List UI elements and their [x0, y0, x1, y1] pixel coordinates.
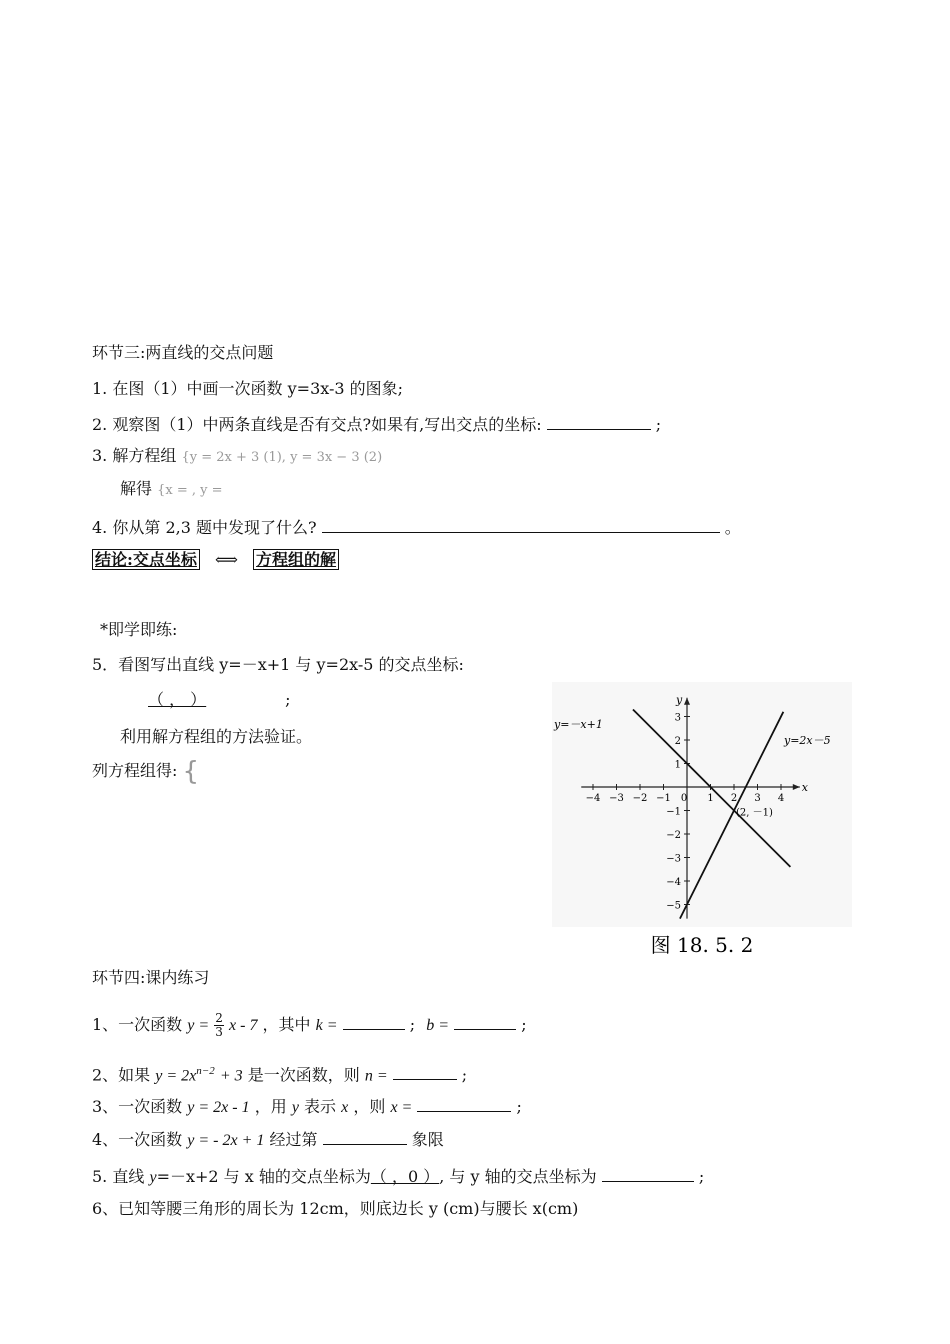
x-tick-label: −1	[656, 793, 671, 804]
brace-icon: {	[182, 756, 200, 787]
question-4-text: 4. 你从第 2,3 题中发现了什么?	[92, 518, 317, 537]
conclusion	[92, 550, 339, 570]
x-tick-label: −3	[609, 793, 624, 804]
answer-blank-x-intercept[interactable]: （ ，0 ）	[370, 1167, 440, 1186]
exercise-3-x: x	[341, 1099, 349, 1116]
verify-text: 利用解方程组的方法验证。	[120, 727, 313, 746]
exercise-2-mid: 是一次函数，则	[247, 1065, 360, 1085]
exercise-3-prefix: 3、一次函数	[92, 1097, 183, 1116]
exercise-5-end: ;	[698, 1167, 705, 1186]
exercise-2-tail: + 3	[219, 1067, 243, 1085]
exercise-1-mid: ，其中	[262, 1015, 311, 1034]
double-arrow-icon: ⟺	[215, 550, 238, 569]
exercise-4-end: 象限	[411, 1130, 444, 1149]
exercise-5-func: y	[149, 1169, 157, 1186]
exercise-5-mid: , 与 y 轴的交点坐标为	[439, 1167, 597, 1186]
exercise-3-end: ;	[516, 1097, 522, 1116]
exercise-1-sep: ;	[409, 1015, 416, 1034]
exercise-3-mid3: ，则	[353, 1097, 386, 1116]
exercise-4-prefix: 4、一次函数	[92, 1130, 183, 1149]
answer-blank-quadrant[interactable]	[323, 1128, 407, 1145]
exercise-4	[92, 1128, 444, 1151]
exercise-6: 6、已知等腰三角形的周长为 12cm，则底边长 y (cm)与腰长 x(cm)	[92, 1199, 579, 1218]
exercise-3-mid1: ，用	[254, 1097, 287, 1116]
question-5-end: ;	[285, 690, 291, 709]
x-tick-label: 0	[680, 793, 688, 804]
question-2-text: 2. 观察图（1）中两条直线是否有交点?如果有,写出交点的坐标:	[92, 415, 542, 434]
fraction-denominator: 3	[215, 1025, 223, 1039]
exercise-2-prefix: 2、如果	[92, 1065, 151, 1085]
conclusion-left: 结论:交点坐标	[92, 549, 200, 570]
exercise-1-end: ;	[521, 1015, 527, 1034]
fraction-numerator: 2	[215, 1011, 223, 1025]
answer-blank-k[interactable]	[343, 1013, 405, 1030]
question-1: 1. 在图（1）中画一次函数 y=3x-3 的图象;	[92, 379, 404, 398]
practice-title: *即学即练:	[100, 620, 178, 639]
exercise-3	[92, 1095, 522, 1118]
x-axis-label: x	[801, 781, 809, 794]
exercise-1-y: y =	[187, 1017, 210, 1034]
exercise-5	[92, 1165, 704, 1188]
solve-label: 解得	[120, 479, 153, 498]
y-tick-label: −3	[666, 853, 681, 865]
y-axis-label: y	[676, 693, 683, 707]
answer-blank-q5[interactable]: （ ， ）	[148, 690, 207, 709]
answer-blank-b[interactable]	[454, 1013, 516, 1030]
exercise-5-rest: =－x+2 与 x 轴的交点坐标为	[156, 1167, 371, 1186]
exercise-3-y: y	[291, 1099, 299, 1116]
question-3-text: 3. 解方程组	[92, 446, 177, 465]
question-3	[92, 446, 382, 468]
x-tick-label: 4	[777, 793, 785, 804]
exercise-4-mid: 经过第	[269, 1130, 318, 1149]
exercise-2	[92, 1061, 467, 1086]
answer-blank-q2[interactable]	[547, 413, 651, 430]
y-tick-label: 1	[674, 759, 681, 771]
section4-title: 环节四:课内练习	[92, 968, 210, 987]
x-tick-label: 3	[754, 793, 761, 804]
y-tick-label: 3	[674, 712, 681, 724]
y-tick-label: −5	[666, 900, 681, 912]
answer-blank-n[interactable]	[393, 1063, 457, 1080]
exercise-3-mid2: 表示	[304, 1097, 337, 1116]
equation-system-faint: {y = 2x + 3 (1), y = 3x − 3 (2)	[181, 450, 383, 465]
series-label: y=－x+1	[554, 718, 603, 731]
x-tick-label: −4	[585, 793, 601, 804]
question-2-end: ;	[655, 415, 662, 434]
y-tick-label: −1	[666, 806, 681, 818]
graph-figure	[552, 682, 852, 962]
x-tick-label: −2	[632, 793, 648, 804]
exercise-2-exponent: n−2	[196, 1065, 215, 1077]
question-5-answer	[148, 690, 290, 710]
exercise-1-k: k =	[315, 1017, 338, 1034]
solution-line	[120, 479, 223, 501]
exercise-2-func: y = 2x	[155, 1067, 197, 1085]
list-system-label: 列方程组得:	[92, 761, 178, 780]
intersection-label: (2, －1)	[736, 807, 773, 819]
question-4-end: 。	[724, 518, 741, 537]
section3-title: 环节三:两直线的交点问题	[92, 343, 274, 362]
series-label: y=2x－5	[784, 734, 831, 747]
exercise-2-end: ;	[461, 1065, 468, 1085]
exercise-1-b: b =	[426, 1017, 450, 1034]
answer-blank-y-intercept[interactable]	[602, 1165, 694, 1182]
x-tick-label: 1	[707, 793, 714, 804]
y-tick-label: 2	[674, 736, 681, 747]
solution-faint: {x = , y =	[157, 483, 223, 498]
exercise-1-rest: x - 7	[229, 1017, 258, 1034]
conclusion-right: 方程组的解	[253, 549, 339, 570]
question-5: 5．看图写出直线 y=－x+1 与 y=2x-5 的交点坐标:	[92, 655, 464, 674]
exercise-1-prefix: 1、一次函数	[92, 1015, 183, 1034]
x-tick-label: 2	[730, 793, 738, 804]
exercise-3-func: y = 2x - 1	[187, 1099, 250, 1116]
answer-blank-x[interactable]	[417, 1095, 511, 1112]
y-tick-label: −2	[666, 830, 681, 841]
fraction	[214, 1012, 224, 1039]
figure-caption: 图 18. 5. 2	[650, 933, 754, 957]
exercise-4-func: y = - 2x + 1	[187, 1132, 265, 1149]
list-system	[92, 756, 200, 787]
exercise-5-prefix: 5. 直线	[92, 1167, 145, 1186]
exercise-3-xeq: x =	[390, 1099, 413, 1116]
question-2	[92, 413, 661, 435]
y-tick-label: −4	[666, 877, 681, 888]
question-4	[92, 516, 741, 538]
exercise-1	[92, 1012, 527, 1039]
exercise-2-n: n =	[364, 1067, 388, 1085]
answer-blank-q4[interactable]	[322, 516, 720, 533]
